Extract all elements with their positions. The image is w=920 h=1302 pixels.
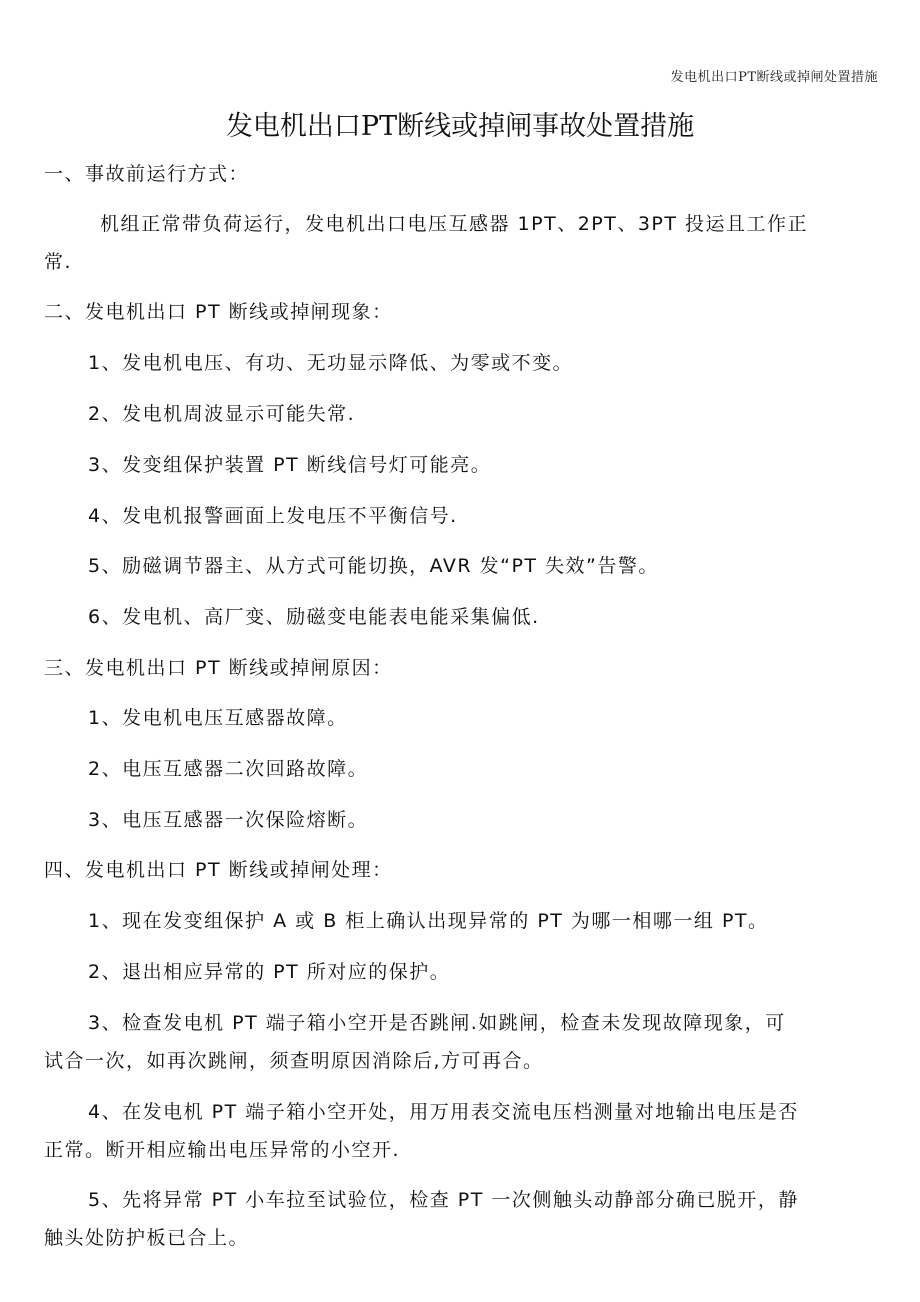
list-item: 1、现在发变组保护 A 或 B 柜上确认出现异常的 PT 为哪一相哪一组 PT。 xyxy=(88,910,769,932)
list-item: 2、电压互感器二次回路故障。 xyxy=(88,758,369,780)
list-item: 5、励磁调节器主、从方式可能切换，AVR 发“PT 失效”告警。 xyxy=(88,555,659,577)
list-item: 4、在发电机 PT 端子箱小空开处，用万用表交流电压档测量对地输出电压是否 xyxy=(88,1101,799,1123)
list-item: 4、发电机报警画面上发电压不平衡信号. xyxy=(88,505,458,527)
list-item: 3、检查发电机 PT 端子箱小空开是否跳闸.如跳闸，检查未发现故障现象，可 xyxy=(88,1012,786,1034)
list-item-continuation: 试合一次，如再次跳闸，须查明原因消除后,方可再合。 xyxy=(44,1050,544,1072)
section-heading: 三、发电机出口 PT 断线或掉闸原因： xyxy=(44,657,393,679)
list-item: 2、退出相应异常的 PT 所对应的保护。 xyxy=(88,961,451,983)
section-heading: 四、发电机出口 PT 断线或掉闸处理： xyxy=(44,859,393,881)
paragraph-line: 机组正常带负荷运行，发电机出口电压互感器 1PT、2PT、3PT 投运且工作正 xyxy=(100,213,809,235)
section-heading: 一、事故前运行方式： xyxy=(44,163,250,185)
list-item: 1、发电机电压互感器故障。 xyxy=(88,707,348,729)
list-item: 6、发电机、高厂变、励磁变电能表电能采集偏低. xyxy=(88,606,540,628)
paragraph-line: 常. xyxy=(44,251,73,273)
list-item: 1、发电机电压、有功、无功显示降低、为零或不变。 xyxy=(88,352,574,374)
running-header: 发电机出口PT断线或掉闸处置措施 xyxy=(670,70,878,85)
section-heading: 二、发电机出口 PT 断线或掉闸现象： xyxy=(44,301,393,323)
list-item: 3、发变组保护装置 PT 断线信号灯可能亮。 xyxy=(88,454,492,476)
list-item: 5、先将异常 PT 小车拉至试验位，检查 PT 一次侧触头动静部分确已脱开，静 xyxy=(88,1189,799,1211)
document-title: 发电机出口PT断线或掉闸事故处置措施 xyxy=(225,111,695,142)
list-item-continuation: 正常。断开相应输出电压异常的小空开. xyxy=(44,1139,401,1161)
list-item: 3、电压互感器一次保险熔断。 xyxy=(88,809,369,831)
list-item: 2、发电机周波显示可能失常. xyxy=(88,403,356,425)
list-item-continuation: 触头处防护板已合上。 xyxy=(44,1227,250,1249)
